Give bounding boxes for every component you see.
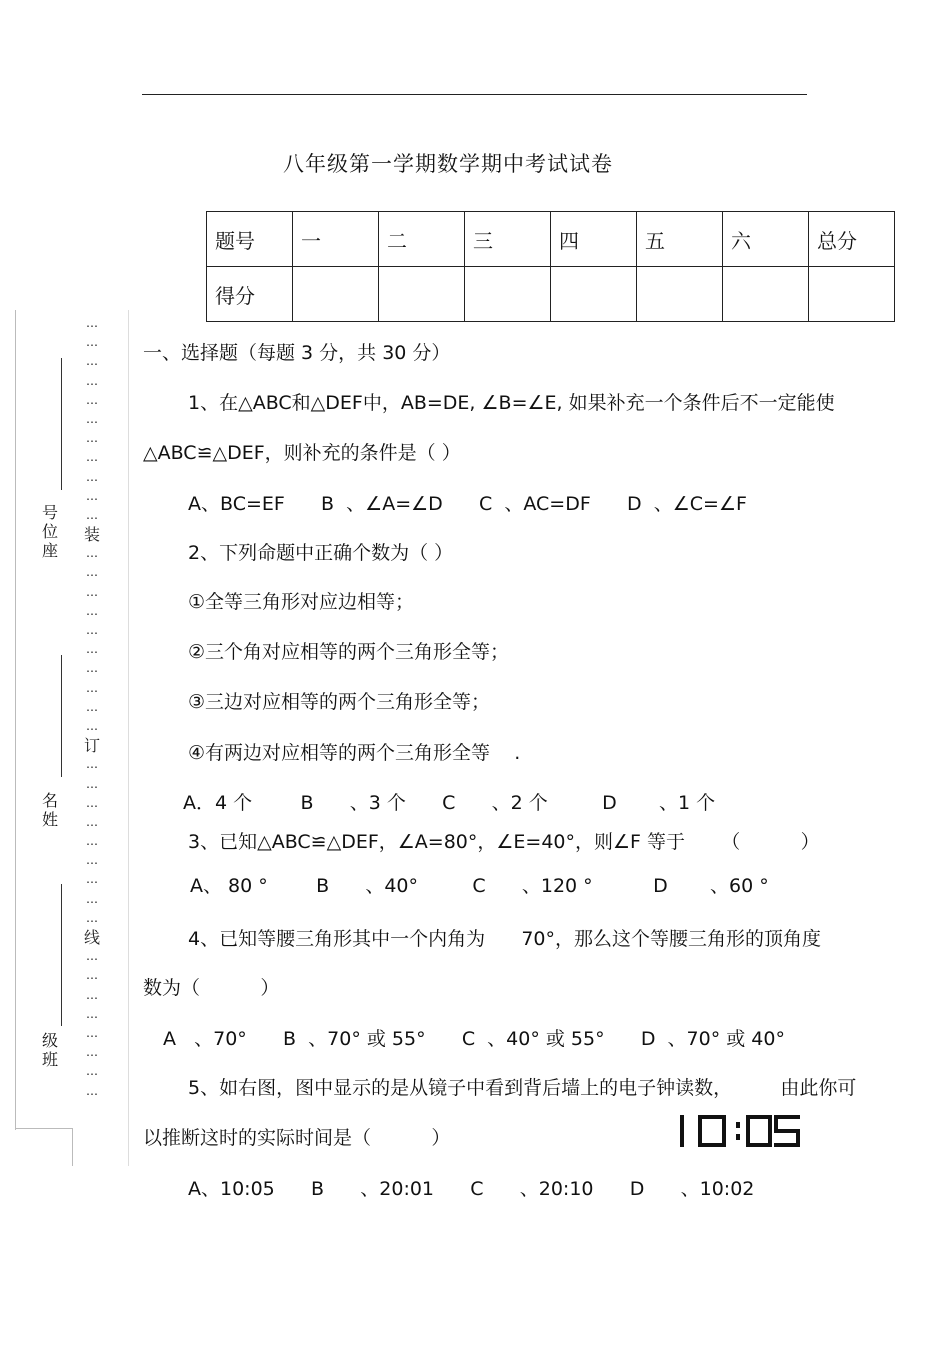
header-cell: 总分 — [809, 212, 895, 267]
dot: … — [86, 987, 98, 1002]
header-cell: 一 — [293, 212, 379, 267]
dot: … — [86, 795, 98, 810]
dot: … — [86, 718, 98, 733]
clock-digit-segment — [776, 1117, 798, 1145]
dot: … — [86, 392, 98, 407]
q1-stem-line1: 1、在△ABC和△DEF中，AB=DE, ∠B=∠E, 如果补充一个条件后不一定能使 — [188, 392, 835, 414]
dot: … — [86, 373, 98, 388]
row-label-cell: 得分 — [207, 267, 293, 322]
dot: … — [86, 603, 98, 618]
score-cell[interactable] — [809, 267, 895, 322]
dot: … — [86, 450, 98, 465]
seat-fill-line[interactable] — [61, 358, 62, 490]
margin-border — [15, 1128, 72, 1129]
dot: … — [86, 699, 98, 714]
dot: … — [86, 910, 98, 925]
score-table-header-row — [207, 212, 895, 267]
dot: … — [86, 872, 98, 887]
q4-stem-line1: 4、已知等腰三角形其中一个内角为 70°，那么这个等腰三角形的顶角度 — [188, 928, 822, 950]
score-cell[interactable] — [637, 267, 723, 322]
clock-digit-segment — [700, 1117, 724, 1145]
margin-divider — [128, 310, 129, 1166]
score-cell[interactable] — [293, 267, 379, 322]
dot: … — [86, 507, 98, 522]
binding-word-zhuang: 装 — [83, 525, 100, 545]
q1-stem-line2: △ABC≌△DEF，则补充的条件是（ ） — [143, 442, 461, 464]
dot: … — [86, 814, 98, 829]
dot: … — [86, 853, 98, 868]
section-heading: 一、选择题（每题 3 分，共 30 分） — [143, 342, 451, 364]
header-cell: 五 — [637, 212, 723, 267]
margin-border — [15, 310, 16, 1130]
dot: … — [86, 968, 98, 983]
score-table-score-row — [207, 267, 895, 322]
header-cell: 二 — [379, 212, 465, 267]
q2-options: A．4 个 B 、3 个 C 、2 个 D 、1 个 — [183, 792, 716, 814]
q5-options: A、10:05 B 、20:01 C 、20:10 D 、10:02 — [188, 1178, 755, 1200]
header-cell: 四 — [551, 212, 637, 267]
exam-title: 八年级第一学期数学期中考试试卷 — [283, 152, 613, 176]
top-rule — [142, 94, 807, 95]
q4-stem-line2: 数为（ ） — [143, 977, 280, 999]
dot: … — [86, 411, 98, 426]
dot: … — [86, 834, 98, 849]
q3-options: A、 80 ° B 、40° C 、120 ° D 、60 ° — [190, 875, 769, 897]
dot: … — [86, 546, 98, 561]
dot: … — [86, 1045, 98, 1060]
dot: … — [86, 354, 98, 369]
digital-clock-figure — [676, 1113, 802, 1149]
header-cell: 六 — [723, 212, 809, 267]
dot: … — [86, 757, 98, 772]
dot: … — [86, 1025, 98, 1040]
dot: … — [86, 776, 98, 791]
dot: … — [86, 335, 98, 350]
score-cell[interactable] — [551, 267, 637, 322]
margin-border — [72, 1128, 73, 1166]
header-cell: 题号 — [207, 212, 293, 267]
dot: … — [86, 1064, 98, 1079]
q3-stem: 3、已知△ABC≌△DEF，∠A=80°，∠E=40°，则∠F 等于 （ ） — [188, 831, 820, 853]
q5-stem-line1: 5、如右图，图中显示的是从镜子中看到背后墙上的电子钟读数， 由此你可 — [188, 1077, 857, 1099]
dot: … — [86, 623, 98, 637]
q5-stem-line2: 以推断这时的实际时间是（ ） — [143, 1127, 451, 1149]
q2-statement-3: ③三边对应相等的两个三角形全等； — [188, 691, 491, 713]
dot: … — [86, 584, 98, 599]
score-table — [206, 211, 895, 322]
dot: … — [86, 680, 98, 695]
name-fill-line[interactable] — [61, 655, 62, 777]
q4-options: A 、70° B 、70° 或 55° C 、40° 或 55° D 、70° 或 40° — [163, 1028, 785, 1050]
class-fill-line[interactable] — [61, 884, 62, 1026]
clock-digit-segment — [748, 1117, 770, 1145]
dot: … — [86, 1006, 98, 1021]
dot: … — [86, 642, 98, 657]
q2-statement-2: ②三个角对应相等的两个三角形全等； — [188, 641, 510, 663]
name-label: 名 姓 — [41, 791, 58, 829]
dot: … — [86, 661, 98, 676]
q1-options: A、BC=EF B 、∠A=∠D C 、AC=DF D 、∠C=∠F — [188, 493, 747, 515]
q2-statement-1: ①全等三角形对应边相等； — [188, 591, 415, 613]
dot: … — [86, 891, 98, 906]
q2-stem: 2、下列命题中正确个数为（ ） — [188, 542, 454, 564]
seat-label: 号 位 座 — [41, 503, 58, 560]
score-cell[interactable] — [379, 267, 465, 322]
dot: … — [86, 469, 98, 484]
dot: … — [86, 488, 98, 503]
score-cell[interactable] — [465, 267, 551, 322]
q2-statement-4: ④有两边对应相等的两个三角形全等 . — [188, 742, 521, 764]
score-cell[interactable] — [723, 267, 809, 322]
dot: … — [86, 949, 98, 964]
binding-word-xian: 线 — [83, 928, 100, 947]
binding-dotted-line — [80, 314, 104, 1101]
dot: … — [86, 1083, 98, 1098]
header-cell: 三 — [465, 212, 551, 267]
binding-word-ding: 订 — [83, 736, 100, 756]
dot: … — [86, 316, 98, 330]
dot: … — [86, 565, 98, 580]
class-label: 级 班 — [41, 1031, 58, 1069]
dot: … — [86, 431, 98, 446]
